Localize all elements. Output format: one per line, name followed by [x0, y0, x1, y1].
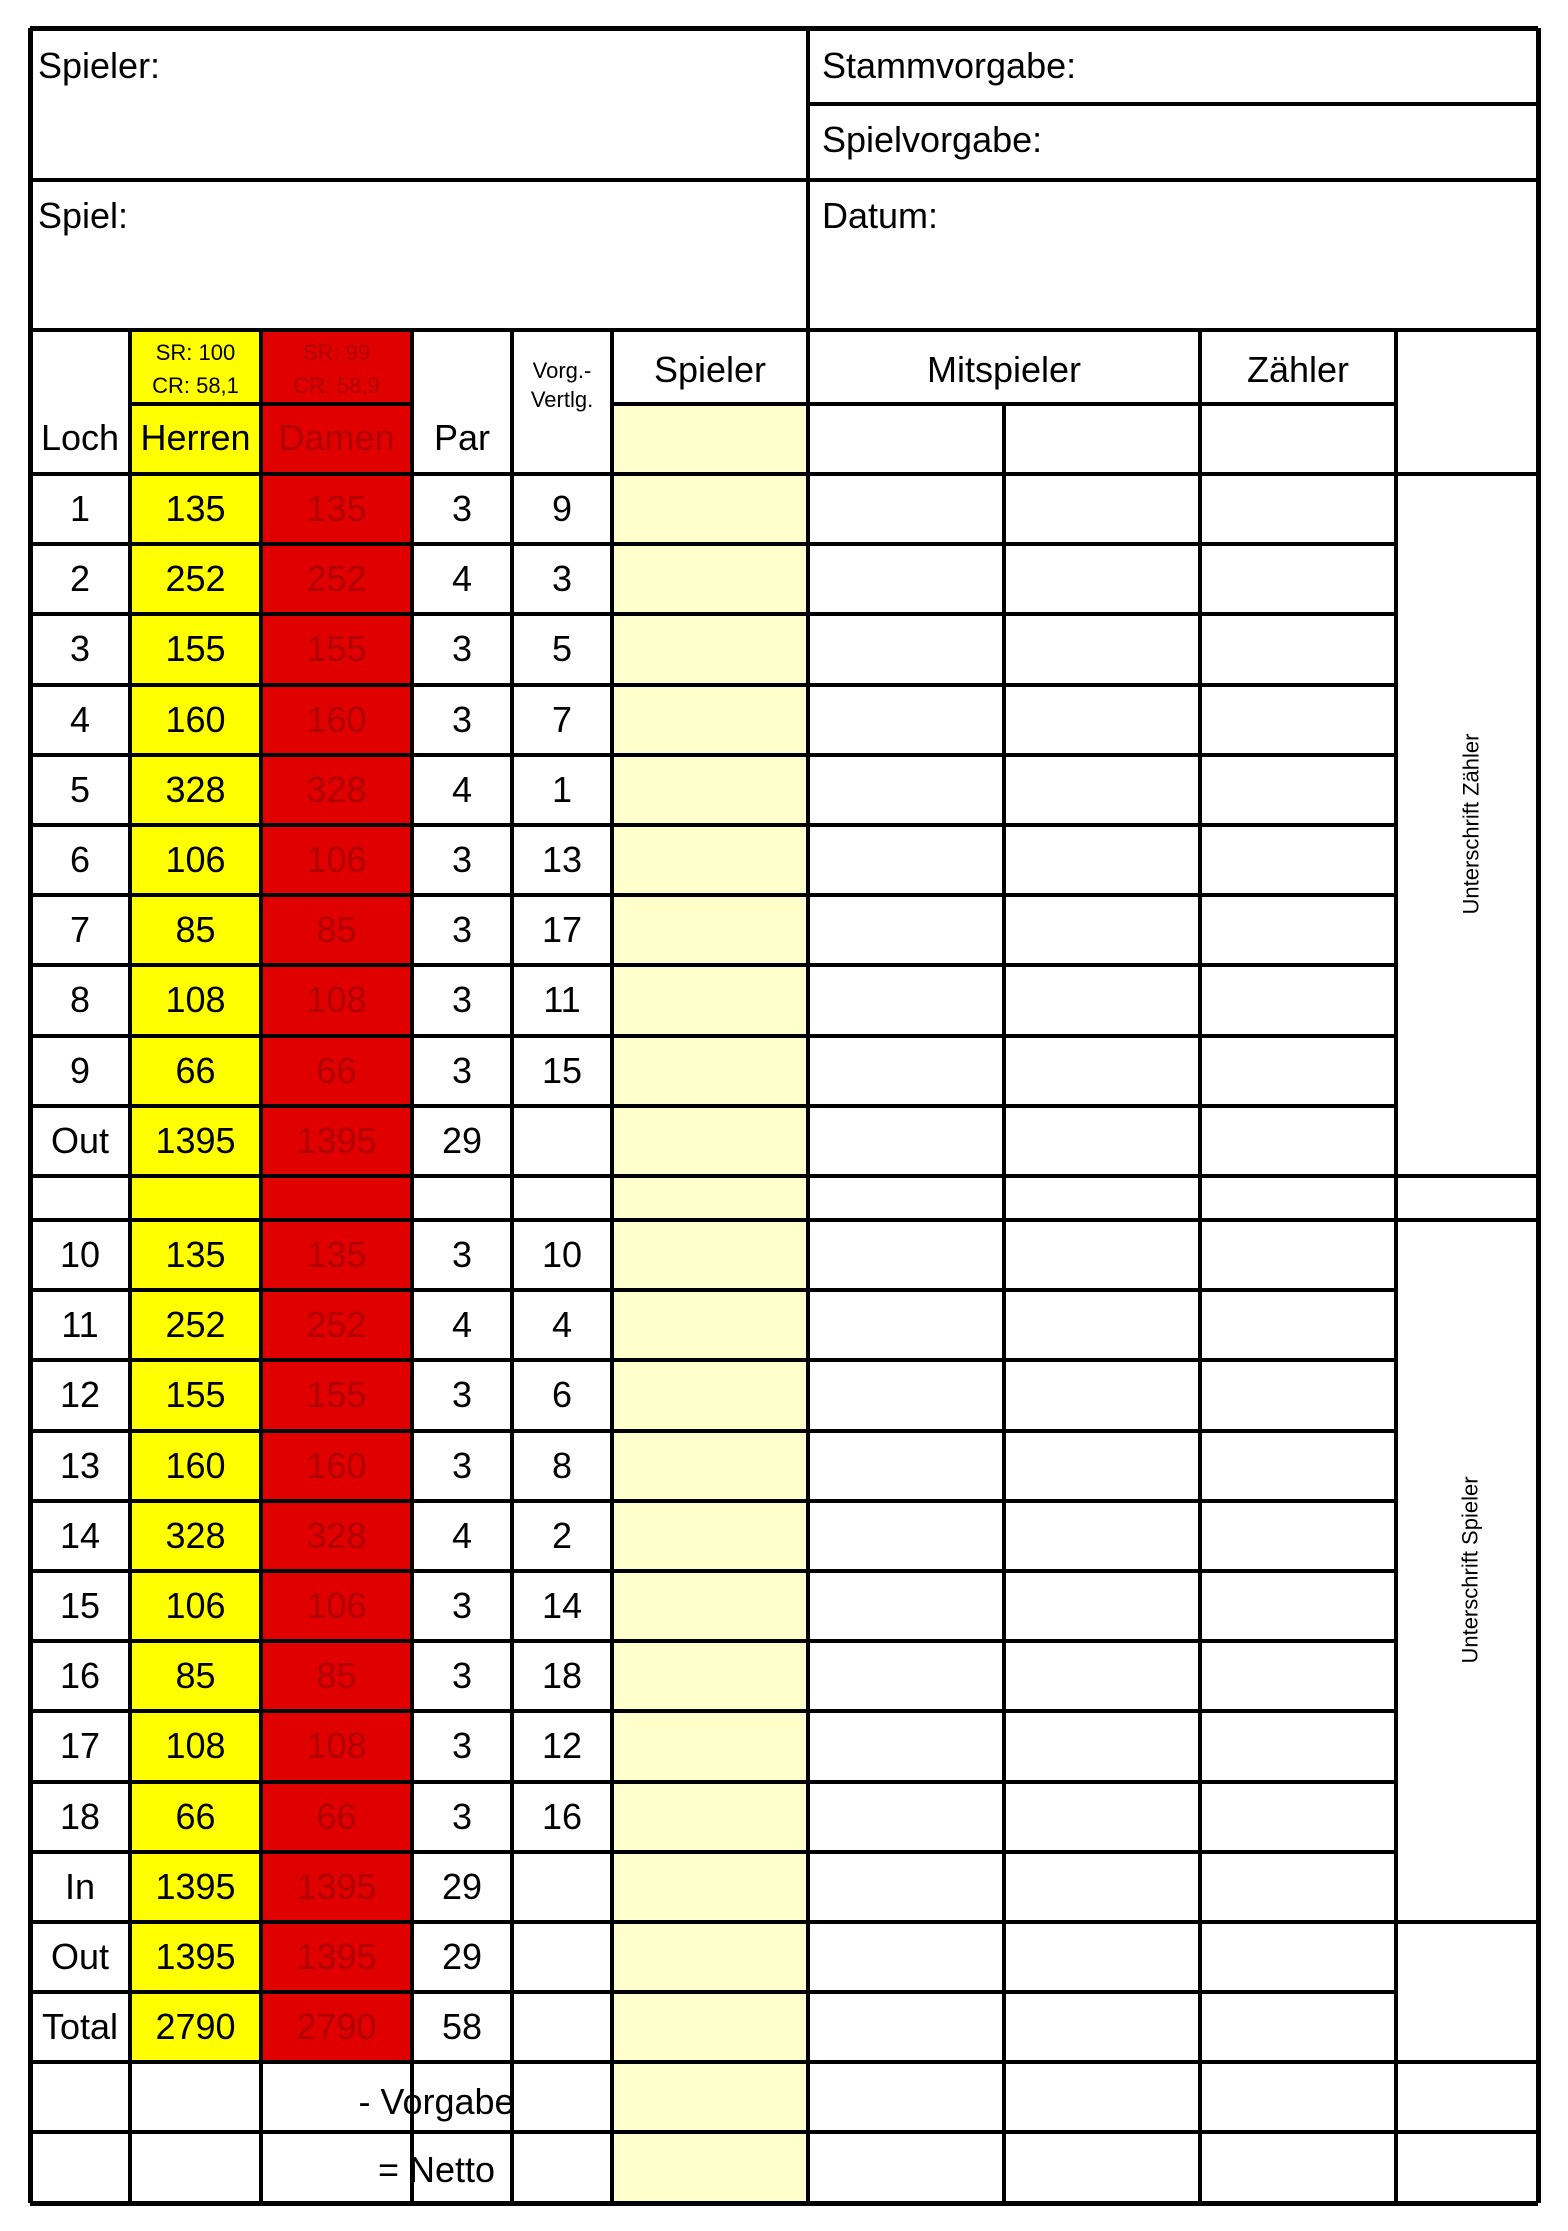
spieler-score-cell[interactable] [612, 1036, 808, 1106]
mitspieler-score-cell-2[interactable] [1004, 614, 1200, 684]
damen-distance: 328 [306, 768, 367, 810]
herren-distance: 328 [165, 768, 226, 810]
damen-distance: 2790 [296, 2006, 377, 2048]
par-value: 3 [451, 1049, 473, 1091]
hole-number: 4 [69, 698, 91, 740]
zaehler-score-cell[interactable] [1200, 1782, 1396, 1852]
mitspieler-score-cell-1[interactable] [808, 1431, 1004, 1501]
vorgabe-verteilung: 6 [551, 1374, 573, 1416]
zaehler-score-cell[interactable] [1200, 1036, 1396, 1106]
par-value: 3 [451, 1374, 473, 1416]
vorgabe-verteilung: 9 [551, 488, 573, 530]
zaehler-score-cell[interactable] [1200, 1220, 1396, 1290]
vorgabe-verteilung: 14 [541, 1585, 583, 1627]
par-value: 3 [451, 698, 473, 740]
spieler-score-cell[interactable] [612, 1852, 808, 1922]
par-value: 3 [451, 628, 473, 670]
damen-distance: 1395 [296, 1865, 377, 1907]
hole-number: 6 [69, 839, 91, 881]
hole-number: 12 [59, 1374, 101, 1416]
vorgabe-label: - Vorgabe [358, 2081, 515, 2122]
vorgabe-verteilung [512, 1992, 612, 2062]
vorgabe-verteilung: 15 [541, 1049, 583, 1091]
mitspieler-score-cell-1[interactable] [808, 1036, 1004, 1106]
damen-distance: 328 [306, 1514, 367, 1556]
damen-distance: 252 [306, 1304, 367, 1346]
column-header-loch: Loch [40, 417, 120, 458]
herren-distance: 160 [165, 1444, 226, 1486]
zaehler-score-cell[interactable] [1200, 825, 1396, 895]
mitspieler-score-cell-1[interactable] [808, 1922, 1004, 1992]
spieler-label: Spieler: [38, 45, 161, 86]
mitspieler-score-cell-2[interactable] [1004, 1571, 1200, 1641]
vorgabe-verteilung: 17 [541, 909, 583, 951]
mitspieler-score-cell-1[interactable] [808, 1360, 1004, 1430]
mitspieler-score-cell-2[interactable] [1004, 474, 1200, 544]
mitspieler-score-cell-1[interactable] [808, 1711, 1004, 1781]
vorgabe-verteilung: 3 [551, 558, 573, 600]
zaehler-score-cell[interactable] [1200, 755, 1396, 825]
vorgabe-verteilung: 4 [551, 1304, 573, 1346]
zaehler-score-cell[interactable] [1200, 474, 1396, 544]
hole-number: 17 [59, 1725, 101, 1767]
spieler-score-cell[interactable] [612, 1220, 808, 1290]
herren-distance: 1395 [155, 1119, 236, 1161]
hole-number: Out [50, 1936, 110, 1978]
spiel-field[interactable] [38, 195, 798, 318]
spielvorgabe-field[interactable] [822, 119, 1522, 172]
stammvorgabe-label: Stammvorgabe: [822, 45, 1077, 86]
damen-distance: 1395 [296, 1936, 377, 1978]
herren-cr: CR: 58,1 [152, 373, 239, 398]
stammvorgabe-field[interactable] [822, 45, 1522, 98]
damen-distance: 106 [306, 1585, 367, 1627]
damen-distance: 155 [306, 1374, 367, 1416]
herren-distance: 85 [175, 909, 216, 951]
herren-sr: SR: 100 [155, 340, 236, 365]
mitspieler-score-cell-1[interactable] [808, 685, 1004, 755]
par-value: 3 [451, 1655, 473, 1697]
damen-distance: 160 [306, 698, 367, 740]
mitspieler-score-cell-2[interactable] [1004, 825, 1200, 895]
grid-line [30, 178, 1538, 182]
herren-distance: 155 [165, 1374, 226, 1416]
mitspieler-score-cell-2[interactable] [1004, 1290, 1200, 1360]
damen-cr: CR: 58,9 [293, 373, 380, 398]
signature-spieler[interactable] [1396, 1220, 1546, 1920]
mitspieler-score-cell-1[interactable] [808, 1290, 1004, 1360]
vorgabe-verteilung: 8 [551, 1444, 573, 1486]
spieler-score-cell[interactable] [612, 965, 808, 1035]
spieler-score-cell[interactable] [612, 614, 808, 684]
vorgabe-verteilung: 1 [551, 768, 573, 810]
hole-number: Out [50, 1119, 110, 1161]
spieler-score-cell[interactable] [612, 1571, 808, 1641]
vorg-vertlg-line-1: Vorg.- [532, 358, 592, 384]
spieler-score-cell[interactable] [612, 1290, 808, 1360]
grid-line [30, 2201, 1538, 2206]
herren-distance: 108 [165, 1725, 226, 1767]
herren-distance: 252 [165, 1304, 226, 1346]
herren-distance: 1395 [155, 1865, 236, 1907]
zaehler-score-cell[interactable] [1200, 1852, 1396, 1922]
hole-number: 16 [59, 1655, 101, 1697]
signature-zaehler-label: Unterschrift Zähler [1458, 733, 1484, 915]
column-header-spieler: Spieler [653, 349, 767, 390]
vorgabe-verteilung [512, 1852, 612, 1922]
herren-distance: 2790 [155, 2006, 236, 2048]
vorgabe-verteilung [512, 1922, 612, 1992]
vorgabe-verteilung: 2 [551, 1514, 573, 1556]
damen-distance: 160 [306, 1444, 367, 1486]
hole-number: 13 [59, 1444, 101, 1486]
zaehler-score-cell[interactable] [1200, 895, 1396, 965]
mitspieler-score-cell-1[interactable] [808, 544, 1004, 614]
vorgabe-verteilung: 12 [541, 1725, 583, 1767]
mitspieler-score-cell-1[interactable] [808, 755, 1004, 825]
signature-zaehler[interactable] [1396, 474, 1546, 1174]
vorgabe-verteilung: 10 [541, 1234, 583, 1276]
zaehler-score-cell[interactable] [1200, 1641, 1396, 1711]
herren-distance: 328 [165, 1514, 226, 1556]
vorgabe-verteilung: 18 [541, 1655, 583, 1697]
zaehler-score-cell[interactable] [1200, 1431, 1396, 1501]
spieler-score-cell[interactable] [612, 474, 808, 544]
spieler-field[interactable] [38, 45, 798, 148]
hole-number: 5 [69, 768, 91, 810]
zaehler-score-cell[interactable] [1200, 1711, 1396, 1781]
par-value: 3 [451, 1725, 473, 1767]
hole-number: In [64, 1865, 96, 1907]
spieler-score-cell[interactable] [612, 1782, 808, 1852]
herren-distance: 160 [165, 698, 226, 740]
mitspieler-score-cell-1[interactable] [808, 1220, 1004, 1290]
mitspieler-score-cell-2[interactable] [1004, 1711, 1200, 1781]
par-value: 3 [451, 839, 473, 881]
mitspieler-score-cell-1[interactable] [808, 825, 1004, 895]
column-header-damen: Damen [278, 417, 395, 458]
par-value: 3 [451, 488, 473, 530]
par-value: 3 [451, 1234, 473, 1276]
herren-distance: 66 [175, 1795, 216, 1837]
spielvorgabe-label: Spielvorgabe: [822, 119, 1043, 160]
zaehler-score-cell[interactable] [1200, 965, 1396, 1035]
column-header-herren: Herren [140, 417, 251, 458]
datum-field[interactable] [822, 195, 1522, 318]
mitspieler-score-cell-2[interactable] [1004, 1431, 1200, 1501]
hole-number: 10 [59, 1234, 101, 1276]
vorgabe-verteilung [512, 1106, 612, 1176]
spieler-score-cell[interactable] [612, 685, 808, 755]
par-value: 3 [451, 1795, 473, 1837]
column-header-zaehler: Zähler [1246, 349, 1350, 390]
vorgabe-verteilung: 5 [551, 628, 573, 670]
damen-distance: 85 [316, 1655, 357, 1697]
mitspieler-score-cell-2[interactable] [1004, 1036, 1200, 1106]
mitspieler-score-cell-1[interactable] [808, 1641, 1004, 1711]
hole-number: 15 [59, 1585, 101, 1627]
mitspieler-score-cell-1[interactable] [808, 1501, 1004, 1571]
par-value: 3 [451, 909, 473, 951]
damen-distance: 155 [306, 628, 367, 670]
herren-rating [130, 333, 261, 405]
par-value: 4 [451, 558, 473, 600]
par-value: 3 [451, 1444, 473, 1486]
damen-distance: 1395 [296, 1119, 377, 1161]
zaehler-score-cell[interactable] [1200, 614, 1396, 684]
spieler-score-cell[interactable] [612, 1501, 808, 1571]
herren-distance: 252 [165, 558, 226, 600]
par-value: 29 [441, 1865, 483, 1907]
damen-distance: 106 [306, 839, 367, 881]
mitspieler-score-cell-2[interactable] [1004, 1220, 1200, 1290]
herren-distance: 85 [175, 1655, 216, 1697]
mitspieler-score-cell-2[interactable] [1004, 1782, 1200, 1852]
damen-distance: 135 [306, 488, 367, 530]
zaehler-score-cell[interactable] [1200, 1922, 1396, 1992]
mitspieler-score-cell-1[interactable] [808, 1782, 1004, 1852]
spieler-score-cell[interactable] [612, 1922, 808, 1992]
signature-spieler-label: Unterschrift Spieler [1458, 1476, 1484, 1664]
par-value: 4 [451, 768, 473, 810]
mitspieler-score-cell-2[interactable] [1004, 1992, 1200, 2062]
mitspieler-score-cell-1[interactable] [808, 1106, 1004, 1176]
herren-distance: 135 [165, 488, 226, 530]
herren-distance: 135 [165, 1234, 226, 1276]
zaehler-score-cell[interactable] [1200, 685, 1396, 755]
grid-line [808, 102, 1538, 106]
mitspieler-score-cell-2[interactable] [1004, 1501, 1200, 1571]
herren-distance: 155 [165, 628, 226, 670]
mitspieler-score-cell-2[interactable] [1004, 685, 1200, 755]
par-value: 29 [441, 1936, 483, 1978]
herren-distance: 106 [165, 839, 226, 881]
mitspieler-score-cell-2[interactable] [1004, 1641, 1200, 1711]
grid-line [30, 2130, 1538, 2134]
mitspieler-score-cell-1[interactable] [808, 614, 1004, 684]
mitspieler-score-cell-2[interactable] [1004, 1922, 1200, 1992]
herren-distance: 108 [165, 979, 226, 1021]
par-value: 4 [451, 1304, 473, 1346]
mitspieler-score-cell-2[interactable] [1004, 965, 1200, 1035]
mitspieler-score-cell-2[interactable] [1004, 544, 1200, 614]
zaehler-score-cell[interactable] [1200, 1360, 1396, 1430]
vorgabe-verteilung: 16 [541, 1795, 583, 1837]
hole-number: 18 [59, 1795, 101, 1837]
grid-line [30, 26, 1538, 31]
zaehler-score-cell[interactable] [1200, 1992, 1396, 2062]
spieler-score-cell[interactable] [612, 1431, 808, 1501]
mitspieler-score-cell-1[interactable] [808, 965, 1004, 1035]
vorgabe-verteilung: 7 [551, 698, 573, 740]
par-value: 4 [451, 1514, 473, 1556]
damen-distance: 85 [316, 909, 357, 951]
damen-distance: 108 [306, 1725, 367, 1767]
damen-distance: 108 [306, 979, 367, 1021]
zaehler-score-cell[interactable] [1200, 1501, 1396, 1571]
hole-number: 11 [61, 1304, 99, 1346]
zaehler-score-cell[interactable] [1200, 544, 1396, 614]
mitspieler-score-cell-2[interactable] [1004, 1852, 1200, 1922]
grid-line [30, 328, 1538, 332]
hole-number: 3 [69, 628, 91, 670]
mitspieler-score-cell-2[interactable] [1004, 895, 1200, 965]
hole-number: 8 [69, 979, 91, 1021]
par-value: 58 [441, 2006, 483, 2048]
spiel-label: Spiel: [38, 195, 129, 236]
zaehler-score-cell[interactable] [1200, 1106, 1396, 1176]
spieler-score-cell[interactable] [612, 544, 808, 614]
spieler-score-cell[interactable] [612, 1641, 808, 1711]
spieler-score-cell[interactable] [612, 825, 808, 895]
zaehler-score-cell[interactable] [1200, 1290, 1396, 1360]
damen-distance: 135 [306, 1234, 367, 1276]
damen-distance: 66 [316, 1795, 357, 1837]
mitspieler-score-cell-1[interactable] [808, 1571, 1004, 1641]
par-value: 3 [451, 1585, 473, 1627]
damen-distance: 66 [316, 1049, 357, 1091]
spieler-score-cell[interactable] [612, 1360, 808, 1430]
spieler-score-cell[interactable] [612, 1992, 808, 2062]
spieler-score-cell[interactable] [612, 1106, 808, 1176]
hole-number: 2 [69, 558, 91, 600]
herren-distance: 66 [175, 1049, 216, 1091]
mitspieler-score-cell-2[interactable] [1004, 1106, 1200, 1176]
vorgabe-verteilung: 11 [543, 979, 581, 1021]
hole-number: 7 [69, 909, 91, 951]
hole-number: 14 [59, 1514, 101, 1556]
par-value: 29 [441, 1119, 483, 1161]
spieler-score-cell[interactable] [612, 895, 808, 965]
spieler-score-cell[interactable] [612, 755, 808, 825]
damen-distance: 252 [306, 558, 367, 600]
column-header-par: Par [433, 417, 491, 458]
damen-rating [261, 333, 412, 405]
hole-number: 1 [69, 488, 91, 530]
hole-number: Total [41, 2006, 119, 2048]
netto-label: = Netto [377, 2149, 496, 2190]
mitspieler-score-cell-1[interactable] [808, 1992, 1004, 2062]
mitspieler-score-cell-1[interactable] [808, 474, 1004, 544]
herren-distance: 1395 [155, 1936, 236, 1978]
column-header-vorg-vertlg [512, 356, 612, 416]
vorgabe-verteilung: 13 [541, 839, 583, 881]
herren-distance: 106 [165, 1585, 226, 1627]
mitspieler-score-cell-2[interactable] [1004, 755, 1200, 825]
par-value: 3 [451, 979, 473, 1021]
vorg-vertlg-line-2: Vertlg. [530, 387, 594, 412]
damen-sr: SR: 99 [302, 340, 371, 365]
zaehler-score-cell[interactable] [1200, 1571, 1396, 1641]
datum-label: Datum: [822, 195, 939, 236]
mitspieler-score-cell-1[interactable] [808, 895, 1004, 965]
column-header-mitspieler: Mitspieler [926, 349, 1082, 390]
hole-number: 9 [69, 1049, 91, 1091]
mitspieler-score-cell-1[interactable] [808, 1852, 1004, 1922]
spieler-score-cell[interactable] [612, 1711, 808, 1781]
mitspieler-score-cell-2[interactable] [1004, 1360, 1200, 1430]
